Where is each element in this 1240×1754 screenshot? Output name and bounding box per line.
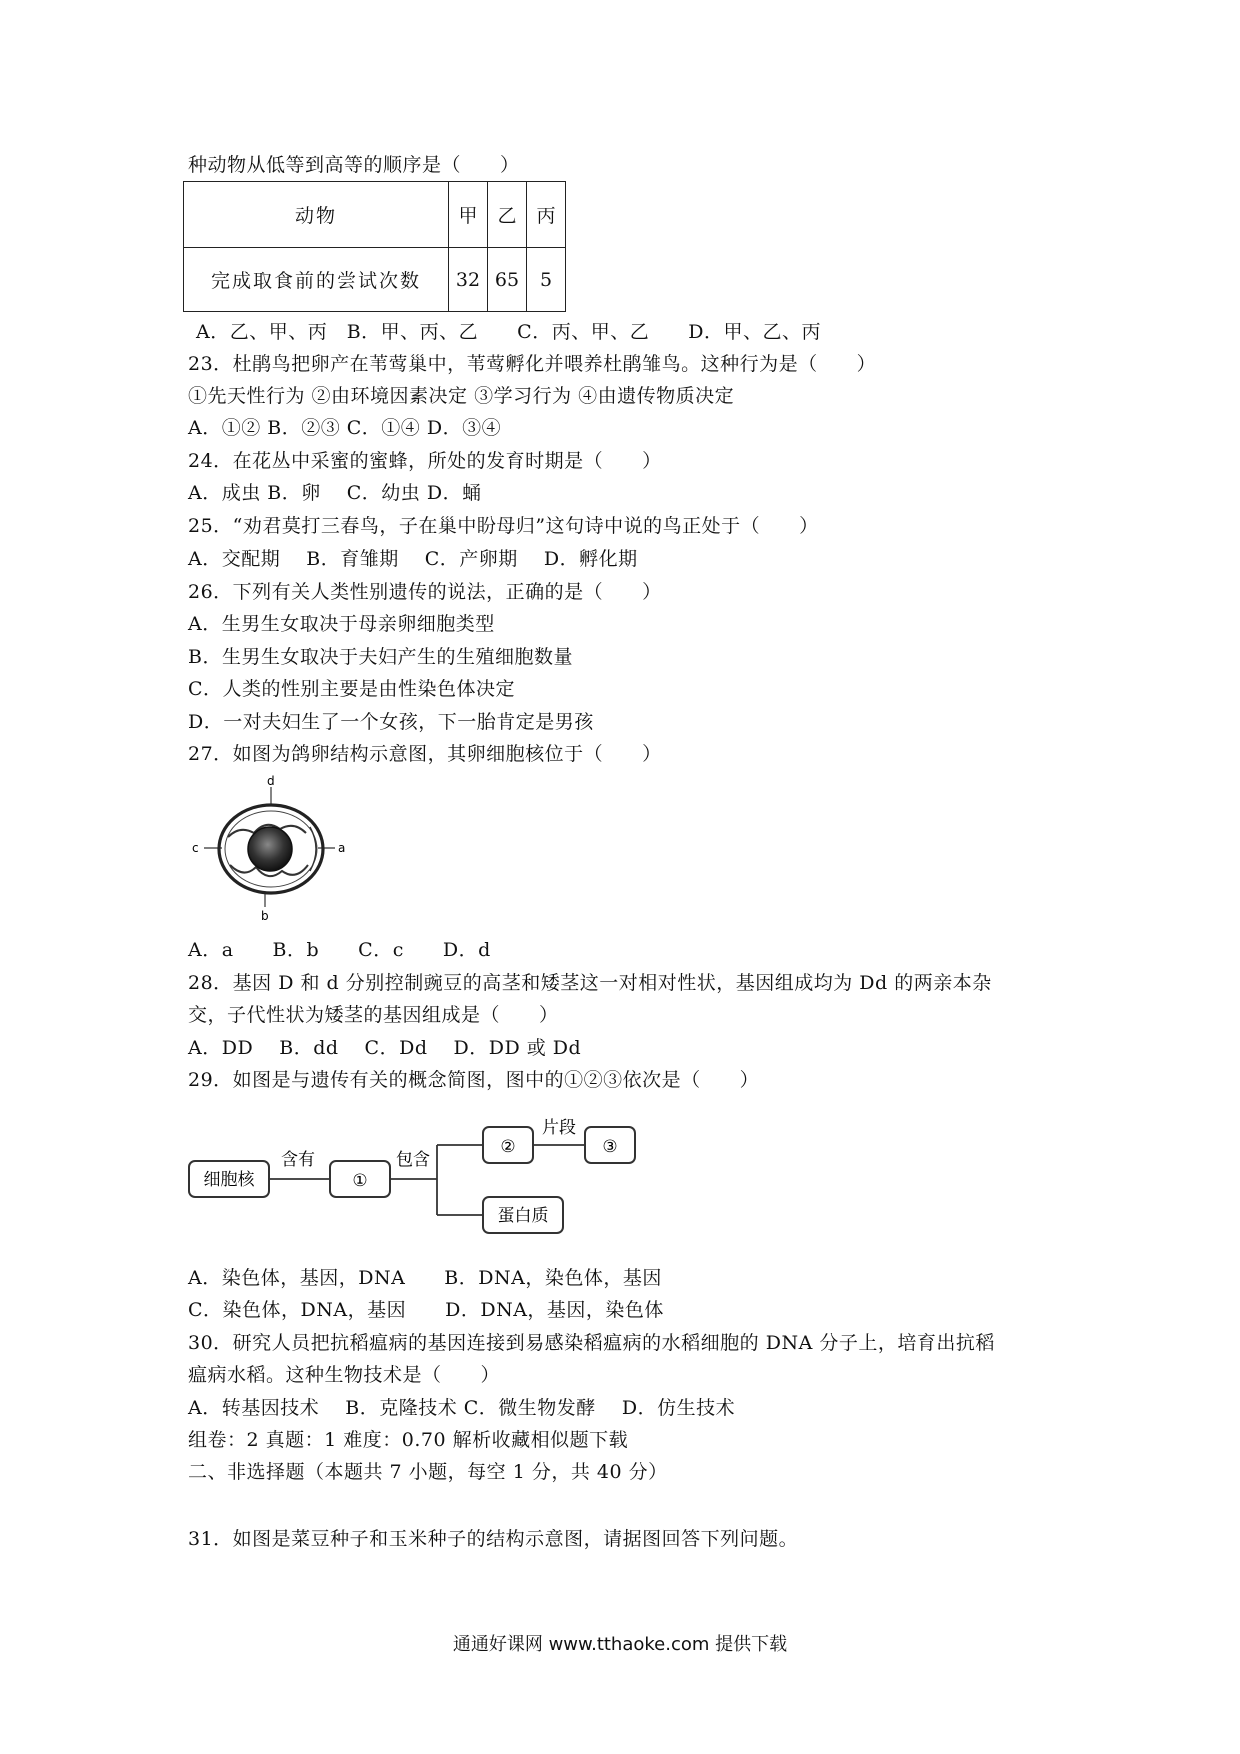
q26-option-a: A．生男生女取决于母亲卵细胞类型 xyxy=(188,613,495,635)
diagram-node-3: ③ xyxy=(602,1137,618,1157)
table-cell-yi: 65 xyxy=(488,248,527,312)
q30-stem-1: 30．研究人员把抗稻瘟病的基因连接到易感染稻瘟病的水稻细胞的 DNA 分子上，培育出抗稻 xyxy=(188,1332,995,1354)
table-header-yi: 乙 xyxy=(488,182,527,248)
table-row-label: 完成取食前的尝试次数 xyxy=(184,248,449,312)
q31-stem: 31．如图是菜豆种子和玉米种子的结构示意图，请据图回答下列问题。 xyxy=(188,1528,799,1550)
table-header-animal: 动物 xyxy=(184,182,449,248)
q27-stem: 27．如图为鸽卵结构示意图，其卵细胞核位于（ ） xyxy=(188,743,662,765)
egg-label-c: c xyxy=(192,841,199,855)
q23-options: A．①② B．②③ C．①④ D．③④ xyxy=(188,417,502,439)
q29-options-1: A．染色体，基因，DNA B．DNA，染色体，基因 xyxy=(188,1267,662,1289)
table-cell-bing: 5 xyxy=(527,248,566,312)
q26-stem: 26．下列有关人类性别遗传的说法，正确的是（ ） xyxy=(188,581,662,603)
q25-stem: 25．“劝君莫打三春鸟，子在巢中盼母归”这句诗中说的鸟正处于（ ） xyxy=(188,515,819,537)
q22-stem-tail: 种动物从低等到高等的顺序是（ ） xyxy=(188,154,520,176)
diagram-nucleus: 细胞核 xyxy=(203,1170,255,1190)
q28-stem-2: 交，子代性状为矮茎的基因组成是（ ） xyxy=(188,1004,559,1026)
q29-stem: 29．如图是与遗传有关的概念简图，图中的①②③依次是（ ） xyxy=(188,1069,760,1091)
q23-stem: 23．杜鹃鸟把卵产在苇莺巢中，苇莺孵化并喂养杜鹃雏鸟。这种行为是（ ） xyxy=(188,353,877,375)
page-footer: 通通好课网 www.tthaoke.com 提供下载 xyxy=(452,1634,788,1655)
pigeon-egg-diagram xyxy=(190,775,350,925)
diagram-node-2: ② xyxy=(500,1137,516,1157)
q30-options: A．转基因技术 B．克隆技术 C．微生物发酵 D．仿生技术 xyxy=(188,1397,736,1419)
egg-label-d: d xyxy=(267,775,275,788)
question-meta-line: 组卷：2 真题：1 难度：0.70 解析收藏相似题下载 xyxy=(188,1429,629,1451)
q24-stem: 24．在花丛中采蜜的蜜蜂，所处的发育时期是（ ） xyxy=(188,450,662,472)
q30-stem-2: 瘟病水稻。这种生物技术是（ ） xyxy=(188,1364,501,1386)
table-header-jia: 甲 xyxy=(449,182,488,248)
q28-options: A．DD B．dd C．Dd D．DD 或 Dd xyxy=(188,1037,582,1059)
q29-options-2: C．染色体，DNA，基因 D．DNA，基因，染色体 xyxy=(188,1299,664,1321)
egg-label-a: a xyxy=(338,841,346,855)
table-header-bing: 丙 xyxy=(527,182,566,248)
q22-options: A．乙、甲、丙 B．甲、丙、乙 C．丙、甲、乙 D．甲、乙、丙 xyxy=(196,321,821,343)
q22-table xyxy=(183,181,566,312)
diagram-segment: 片段 xyxy=(542,1118,576,1138)
q24-options: A．成虫 B．卵 C．幼虫 D．蛹 xyxy=(188,482,482,504)
q23-choices: ①先天性行为 ②由环境因素决定 ③学习行为 ④由遗传物质决定 xyxy=(188,385,735,407)
q26-option-d: D．一对夫妇生了一个女孩，下一胎肯定是男孩 xyxy=(188,711,594,733)
section-title: 二、非选择题（本题共 7 小题，每空 1 分，共 40 分） xyxy=(188,1461,668,1483)
diagram-node-1: ① xyxy=(352,1171,368,1191)
diagram-protein: 蛋白质 xyxy=(497,1206,549,1226)
diagram-contains: 含有 xyxy=(281,1150,315,1170)
q26-option-c: C．人类的性别主要是由性染色体决定 xyxy=(188,678,516,700)
q25-options: A．交配期 B．育雏期 C．产卵期 D．孵化期 xyxy=(188,548,638,570)
table-cell-jia: 32 xyxy=(449,248,488,312)
egg-label-b: b xyxy=(261,909,269,923)
q28-stem-1: 28．基因 D 和 d 分别控制豌豆的高茎和矮茎这一对相对性状，基因组成均为 Dd 的两亲本杂 xyxy=(188,972,992,994)
genetics-concept-diagram xyxy=(185,1115,645,1245)
diagram-includes: 包含 xyxy=(396,1150,430,1170)
q27-options: A．a B．b C．c D．d xyxy=(188,939,491,961)
q26-option-b: B．生男生女取决于夫妇产生的生殖细胞数量 xyxy=(188,646,573,668)
